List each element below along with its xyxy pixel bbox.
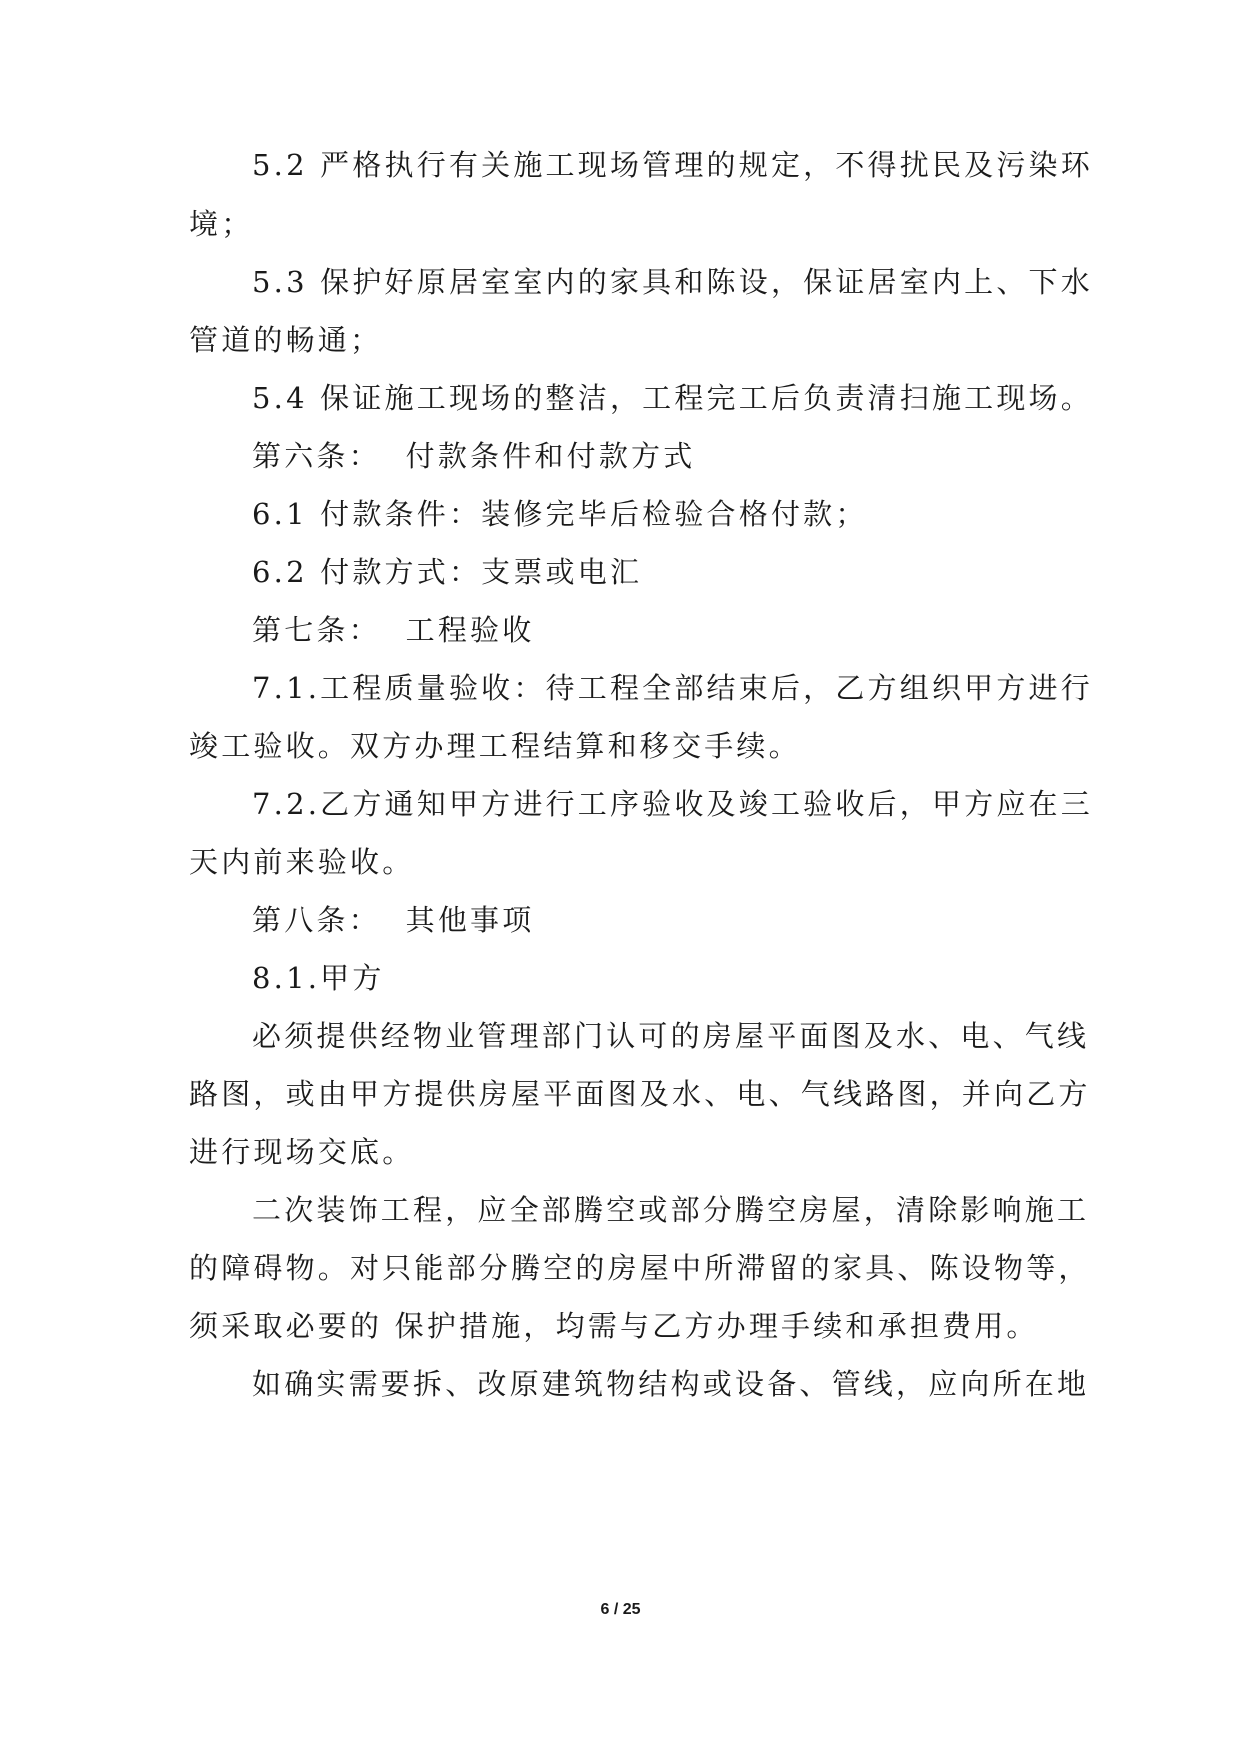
text-line: 7.2.乙方通知甲方进行工序验收及竣工验收后，甲方应在三 xyxy=(252,787,1093,821)
text-line: 管道的畅通； xyxy=(189,323,383,357)
text-line: 进行现场交底。 xyxy=(189,1135,415,1169)
text-line: 二次装饰工程，应全部腾空或部分腾空房屋，清除影响施工 xyxy=(252,1193,1090,1227)
text-line: 的障碍物。对只能部分腾空的房屋中所滞留的家具、陈设物等， xyxy=(189,1251,1091,1285)
text-line: 须采取必要的 保护措施，均需与乙方办理手续和承担费用。 xyxy=(189,1309,1039,1343)
text-line: 路图，或由甲方提供房屋平面图及水、电、气线路图，并向乙方 xyxy=(189,1077,1091,1111)
section-heading: 第八条： 其他事项 xyxy=(252,903,535,937)
text-line: 6.2 付款方式：支票或电汇 xyxy=(252,555,643,589)
text-line: 8.1.甲方 xyxy=(252,961,385,995)
text-line: 6.1 付款条件：装修完毕后检验合格付款； xyxy=(252,497,868,531)
page-number: 6 / 25 xyxy=(600,1601,641,1618)
text-line: 必须提供经物业管理部门认可的房屋平面图及水、电、气线 xyxy=(252,1019,1090,1053)
section-heading: 第七条： 工程验收 xyxy=(252,613,535,647)
text-line: 如确实需要拆、改原建筑物结构或设备、管线，应向所在地 xyxy=(252,1367,1090,1401)
section-heading: 第六条： 付款条件和付款方式 xyxy=(252,439,696,473)
text-line: 天内前来验收。 xyxy=(189,845,415,879)
text-line: 7.1.工程质量验收：待工程全部结束后，乙方组织甲方进行 xyxy=(252,671,1093,705)
text-line: 境； xyxy=(189,207,254,241)
text-line: 5.3 保护好原居室室内的家具和陈设，保证居室内上、下水 xyxy=(252,265,1093,299)
text-line: 竣工验收。双方办理工程结算和移交手续。 xyxy=(189,729,801,763)
text-line: 5.4 保证施工现场的整洁，工程完工后负责清扫施工现场。 xyxy=(252,381,1093,415)
text-line: 5.2 严格执行有关施工现场管理的规定，不得扰民及污染环 xyxy=(252,148,1093,182)
